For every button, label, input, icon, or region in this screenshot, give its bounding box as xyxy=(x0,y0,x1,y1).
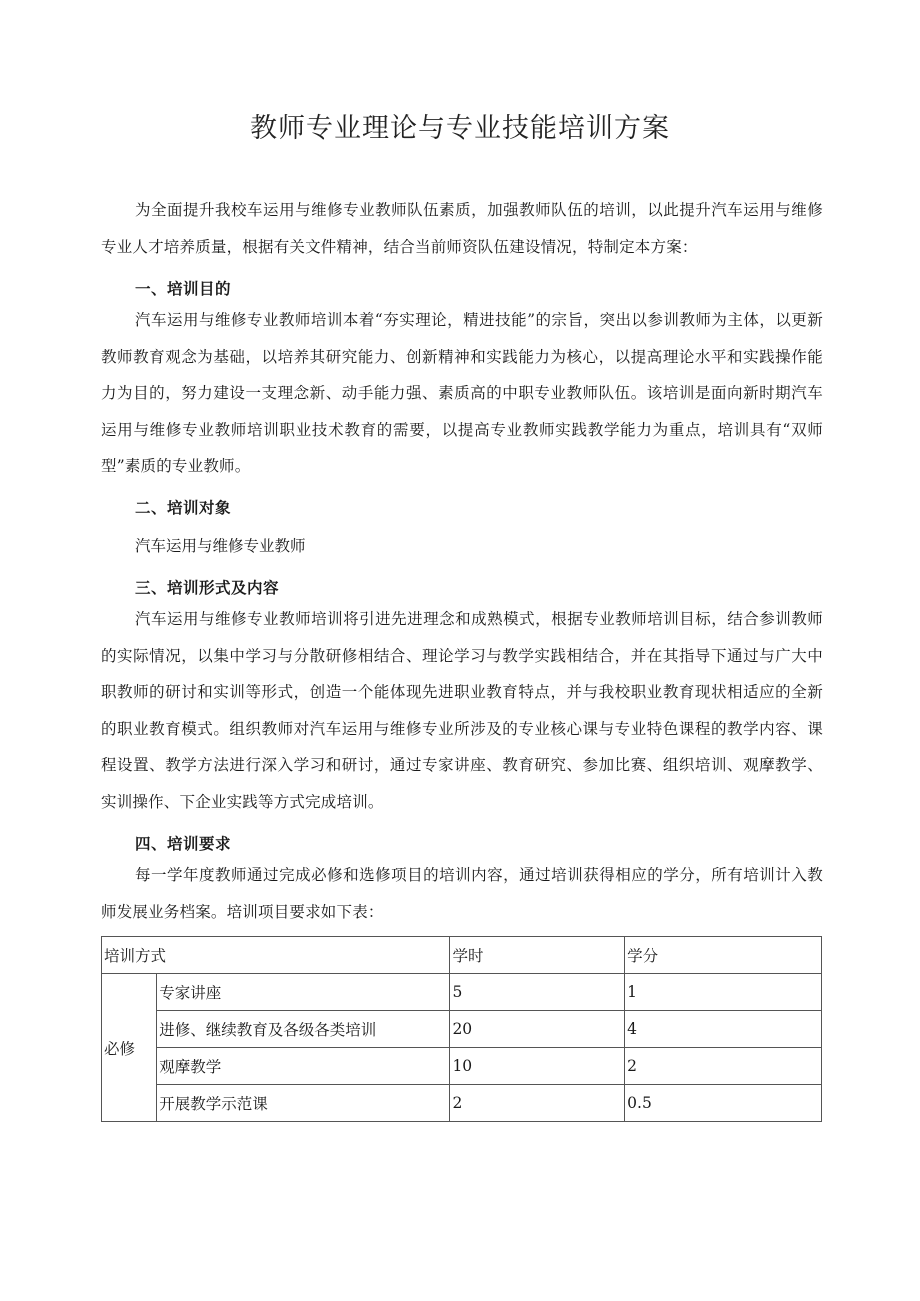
section-body-audience: 汽车运用与维修专业教师 xyxy=(135,537,306,555)
table-row xyxy=(102,1085,822,1122)
table-row xyxy=(102,974,822,1011)
row-hours: 2 xyxy=(450,1085,625,1122)
row-item: 开展教学示范课 xyxy=(157,1085,450,1122)
intro-paragraph: 为全面提升我校车运用与维修专业教师队伍素质，加强教师队伍的培训，以此提升汽车运用与维修专业人才培养质量，根据有关文件精神，结合当前师资队伍建设情况，特制定本方案： xyxy=(101,201,823,256)
training-requirements-table xyxy=(101,936,822,1122)
section-heading-format: 三、培训形式及内容 xyxy=(135,579,280,597)
section-heading-requirements: 四、培训要求 xyxy=(135,835,232,853)
section-body-requirements: 每一学年度教师通过完成必修和选修项目的培训内容，通过培训获得相应的学分，所有培训计入教师发展业务档案。培训项目要求如下表： xyxy=(101,866,823,921)
section-body-format: 汽车运用与维修专业教师培训将引进先进理念和成熟模式，根据专业教师培训目标，结合参训教师的实际情况，以集中学习与分散研修相结合、理论学习与教学实践相结合，并在其指导下通过与广大中职教师的研讨和实训等形式，创造一个能体现先进职业教育特点，并与我校职业教育现状相适应的全新的职业教育模式。组织教师对汽车运用与维修专业所涉及的专业核心课与专业特色课程的教学内容、课程设置、教学方法进行深入学习和研讨，通过专家讲座、教育研究、参加比赛、组织培训、观摩教学、实训操作、下企业实践等方式完成培训。 xyxy=(101,610,823,811)
section-heading-audience: 二、培训对象 xyxy=(135,499,232,517)
section-heading-purpose: 一、培训目的 xyxy=(135,280,232,298)
row-item: 观摩教学 xyxy=(157,1048,450,1085)
header-credits: 学分 xyxy=(625,937,822,974)
row-item: 进修、继续教育及各级各类培训 xyxy=(157,1011,450,1048)
row-hours: 10 xyxy=(450,1048,625,1085)
table-row xyxy=(102,1048,822,1085)
header-hours: 学时 xyxy=(450,937,625,974)
row-hours: 5 xyxy=(450,974,625,1011)
row-item: 专家讲座 xyxy=(157,974,450,1011)
row-credits: 2 xyxy=(625,1048,822,1085)
row-credits: 1 xyxy=(625,974,822,1011)
group-label-required: 必修 xyxy=(102,974,157,1122)
table-row xyxy=(102,1011,822,1048)
row-credits: 0.5 xyxy=(625,1085,822,1122)
header-training-method: 培训方式 xyxy=(102,937,450,974)
table-header-row xyxy=(102,937,822,974)
section-body-purpose: 汽车运用与维修专业教师培训本着“夯实理论，精进技能”的宗旨，突出以参训教师为主体，以更新教师教育观念为基础，以培养其研究能力、创新精神和实践能力为核心，以提高理论水平和实践操作能力为目的，努力建设一支理念新、动手能力强、素质高的中职专业教师队伍。该培训是面向新时期汽车运用与维修专业教师培训职业技术教育的需要，以提高专业教师实践教学能力为重点，培训具有“双师型”素质的专业教师。 xyxy=(101,311,823,475)
row-credits: 4 xyxy=(625,1011,822,1048)
row-hours: 20 xyxy=(450,1011,625,1048)
document-title: 教师专业理论与专业技能培训方案 xyxy=(250,113,670,144)
